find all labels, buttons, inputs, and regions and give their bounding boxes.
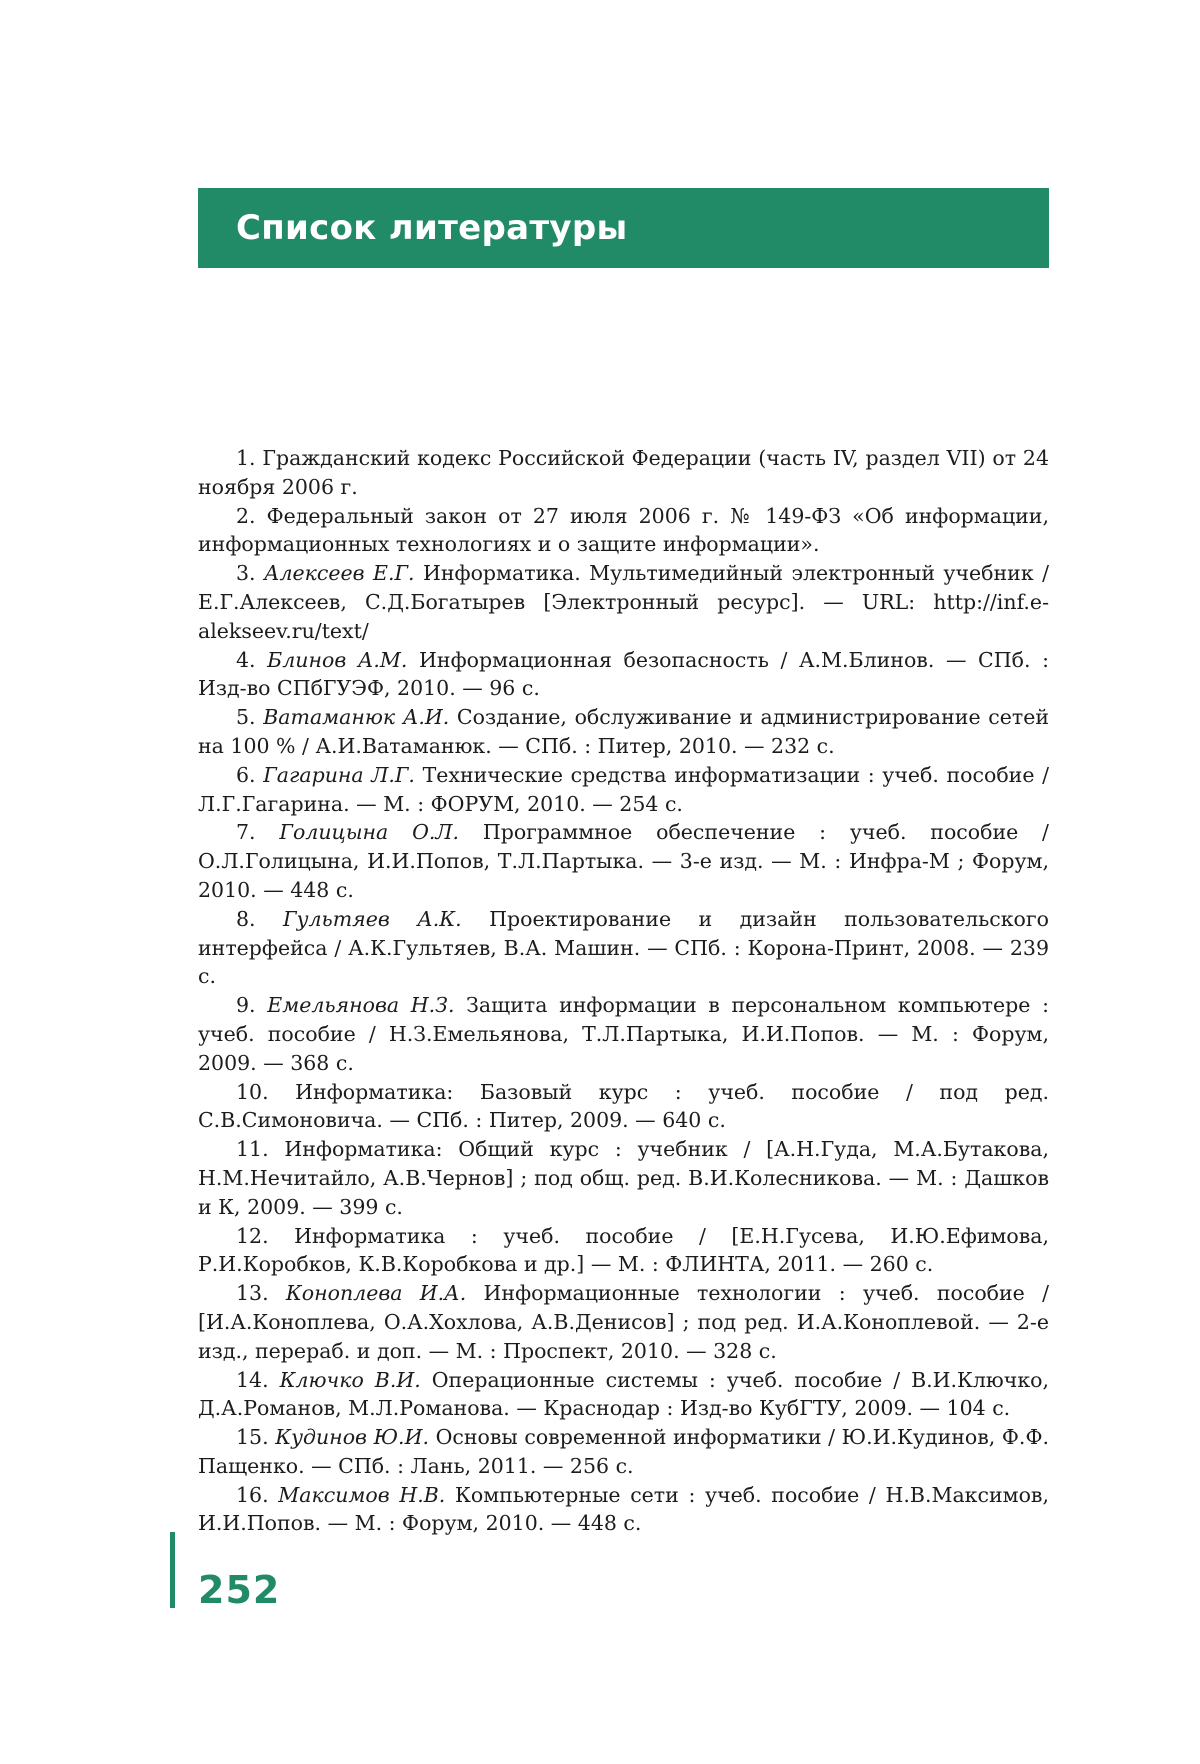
reference-author: Кудинов Ю.И. — [275, 1425, 429, 1450]
reference-author: Блинов А.М. — [267, 647, 408, 672]
reference-text: Информатика: Базовый курс : учеб. пособие / под ред. С.В.Симоновича. — СПб. : Питер, 2009. — 640 с. — [198, 1079, 1049, 1133]
reference-author: Голицына О.Л. — [279, 820, 460, 845]
reference-number: 13. — [236, 1281, 269, 1306]
reference-text: Гражданский кодекс Российской Федерации (часть IV, раздел VII) от 24 ноября 2006 г. — [198, 446, 1049, 499]
reference-text: Информатика. Мультимедийный электронный учебник / Е.Г.Алексеев, С.Д.Богатырев [Электронный ресурс]. — URL: http://inf.e-alekseev.ru/text/ — [198, 561, 1049, 643]
page-margin-rule — [170, 1532, 175, 1608]
reference-number: 1. — [236, 446, 256, 470]
reference-text: Технические средства информатизации : учеб. пособие / Л.Г.Гагарина. — М. : ФОРУМ, 2010. — 254 с. — [198, 762, 1049, 816]
reference-author: Гультяев А.К. — [283, 906, 462, 931]
section-header-band — [198, 188, 1049, 268]
reference-text: Проектирование и дизайн пользовательского интерфейса / А.К.Гультяев, В.А. Машин. — СПб. : Корона-Принт, 2008. — 239 с. — [198, 906, 1049, 989]
reference-text: Создание, обслуживание и администрирование сетей на 100 % / А.И.Ватаманюк. — СПб. : Питер, 2010. — 232 с. — [198, 705, 1049, 758]
reference-number: 2. — [236, 503, 256, 528]
reference-number: 14. — [236, 1367, 269, 1392]
reference-item — [198, 818, 1049, 904]
reference-number: 16. — [236, 1482, 269, 1507]
reference-number: 8. — [236, 906, 256, 931]
reference-item — [198, 1366, 1049, 1424]
reference-number: 3. — [236, 561, 256, 586]
reference-number: 9. — [236, 993, 256, 1018]
reference-number: 10. — [236, 1079, 269, 1104]
reference-list — [198, 444, 1049, 1538]
page-number: 252 — [198, 1568, 281, 1612]
reference-text: Информационная безопасность / А.М.Блинов. — СПб. : Изд-во СПбГУЭФ, 2010. — 96 с. — [198, 647, 1049, 701]
reference-text: Федеральный закон от 27 июля 2006 г. № 149-ФЗ «Об информации, информационных технологиях и о защите информации». — [198, 503, 1049, 557]
page-title: Список литературы — [236, 208, 628, 248]
reference-item — [198, 646, 1049, 704]
reference-number: 7. — [236, 820, 256, 845]
reference-number: 4. — [236, 647, 256, 672]
reference-author: Емельянова Н.З. — [267, 993, 455, 1018]
reference-number: 15. — [236, 1425, 269, 1450]
reference-author: Гагарина Л.Г. — [263, 762, 415, 787]
reference-item — [198, 1481, 1049, 1539]
reference-item — [198, 444, 1049, 502]
reference-item — [198, 502, 1049, 560]
reference-item — [198, 761, 1049, 819]
reference-author: Максимов Н.В. — [278, 1482, 446, 1507]
reference-text: Защита информации в персональном компьютере : учеб. пособие / Н.З.Емельянова, Т.Л.Партыка, И.И.Попов. — М. : Форум, 2009. — 368 с. — [198, 993, 1049, 1075]
reference-item — [198, 559, 1049, 645]
reference-author: Ключко В.И. — [279, 1367, 421, 1392]
reference-item — [198, 1279, 1049, 1365]
reference-item — [198, 1135, 1049, 1221]
reference-item — [198, 1222, 1049, 1280]
reference-author: Алексеев Е.Г. — [263, 561, 415, 586]
reference-text: Информатика : учеб. пособие / [Е.Н.Гусева, И.Ю.Ефимова, Р.И.Коробков, К.В.Коробкова и др.] — М. : ФЛИНТА, 2011. — 260 с. — [198, 1223, 1049, 1277]
reference-number: 5. — [236, 705, 256, 730]
reference-text: Операционные системы : учеб. пособие / В.И.Ключко, Д.А.Романов, М.Л.Романова. — Краснодар : Изд-во КубГТУ, 2009. — 104 с. — [198, 1367, 1049, 1421]
reference-item — [198, 703, 1049, 761]
reference-number: 6. — [236, 762, 256, 787]
reference-item — [198, 991, 1049, 1077]
reference-item — [198, 1423, 1049, 1481]
reference-text: Компьютерные сети : учеб. пособие / Н.В.Максимов, И.И.Попов. — М. : Форум, 2010. — 448 с. — [198, 1482, 1049, 1536]
reference-text: Информатика: Общий курс : учебник / [А.Н.Гуда, М.А.Бутакова, Н.М.Нечитайло, А.В.Чернов] ; под общ. ред. В.И.Колесникова. — М. : Дашков и К, 2009. — 399 с. — [198, 1137, 1049, 1219]
reference-item — [198, 905, 1049, 991]
reference-text: Информационные технологии : учеб. пособие / [И.А.Коноплева, О.А.Хохлова, А.В.Денисов] ; под ред. И.А.Коноплевой. — 2-е изд., перераб. и доп. — М. : Проспект, 2010. — 328 с. — [198, 1281, 1049, 1363]
reference-item — [198, 1078, 1049, 1136]
reference-number: 12. — [236, 1223, 269, 1248]
reference-number: 11. — [236, 1137, 269, 1162]
reference-text: Основы современной информатики / Ю.И.Кудинов, Ф.Ф. Пащенко. — СПб. : Лань, 2011. — 256 с. — [198, 1425, 1049, 1478]
reference-text: Программное обеспечение : учеб. пособие / О.Л.Голицына, И.И.Попов, Т.Л.Партыка. — 3-е изд. — М. : Инфра-М ; Форум, 2010. — 448 с. — [198, 820, 1049, 902]
reference-author: Коноплева И.А. — [285, 1281, 467, 1306]
reference-author: Ватаманюк А.И. — [263, 705, 450, 730]
